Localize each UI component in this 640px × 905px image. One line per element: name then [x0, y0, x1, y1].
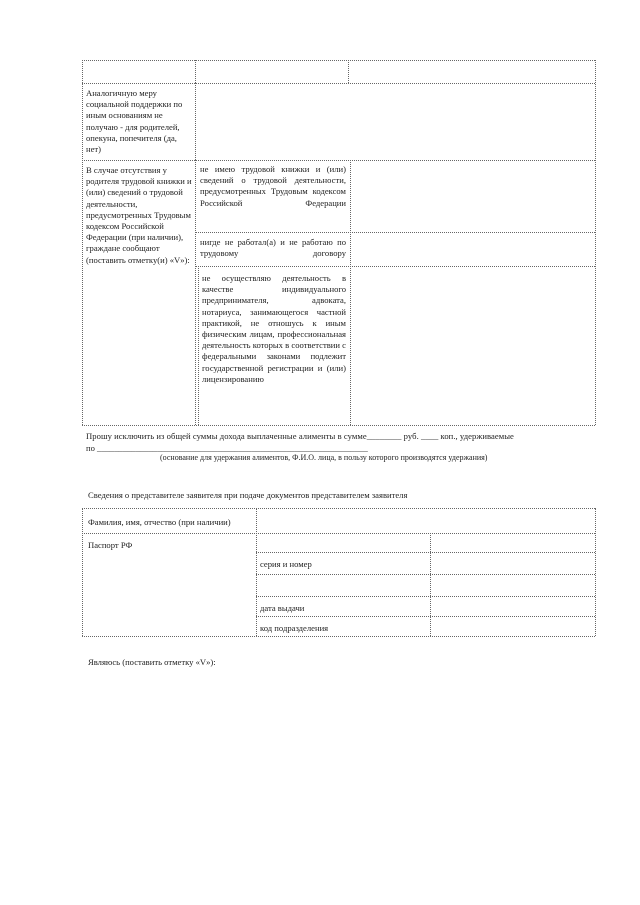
row-similar-support-label: Аналогичную меру социальной поддержки по иным основаниям не получаю - для родителей, опекуна, попечителя (да, нет) [86, 88, 183, 155]
option-no-workbook: не имею трудовой книжки и (или) сведений о трудовой деятельности, предусмотренных Трудовым кодексом Российской Федерации [200, 164, 346, 208]
checkbox-option-1[interactable] [351, 161, 594, 231]
division-code-label: код подразделения [260, 623, 329, 633]
representative-heading: Сведения о представителе заявителя при подаче документов представителем заявителя [88, 490, 408, 500]
alimony-line-1: Прошу исключить из общей суммы дохода выплаченные алименты в сумме________ руб. ____ коп., удерживаемые [86, 431, 514, 441]
division-code-field[interactable] [432, 618, 594, 635]
is-text: Являюсь (поставить отметку «V»): [88, 657, 216, 667]
row-no-workbook-label: В случае отсутствия у родителя трудовой книжки и (или) сведений о трудовой деятельности, предусмотренных Трудовым кодексом Российской Федерации (при наличии), граждане сообщают (поставить отметку(и) «V»): [86, 165, 192, 265]
alimony-line-2: по _______________________________________________________________ [86, 443, 368, 453]
option-not-worked: нигде не работал(а) и не работаю по трудовому договору [200, 237, 346, 259]
series-number-field[interactable] [432, 554, 594, 573]
checkbox-option-2[interactable] [351, 233, 594, 265]
fio-label: Фамилия, имя, отчество (при наличии) [88, 517, 231, 527]
alimony-caption: (основание для удержания алиментов, Ф.И.О. лица, в пользу которого производятся удержания) [160, 453, 488, 462]
passport-label: Паспорт РФ [88, 540, 133, 550]
option-not-entrepreneur: не осуществляю деятельность в качестве индивидуального предпринимателя, адвоката, нотариуса, занимающегося частной практикой, не отношусь к иным физическим лицам, профессиональная деятельность которых в соответствии с федеральными законами подлежит государственной регистрации и (или) лицензированию [202, 273, 346, 384]
fio-field[interactable] [258, 510, 594, 532]
issue-date-label: дата выдачи [260, 603, 305, 613]
checkbox-option-3[interactable] [351, 267, 594, 424]
series-number-label: серия и номер [260, 559, 312, 569]
issue-date-field[interactable] [432, 598, 594, 615]
